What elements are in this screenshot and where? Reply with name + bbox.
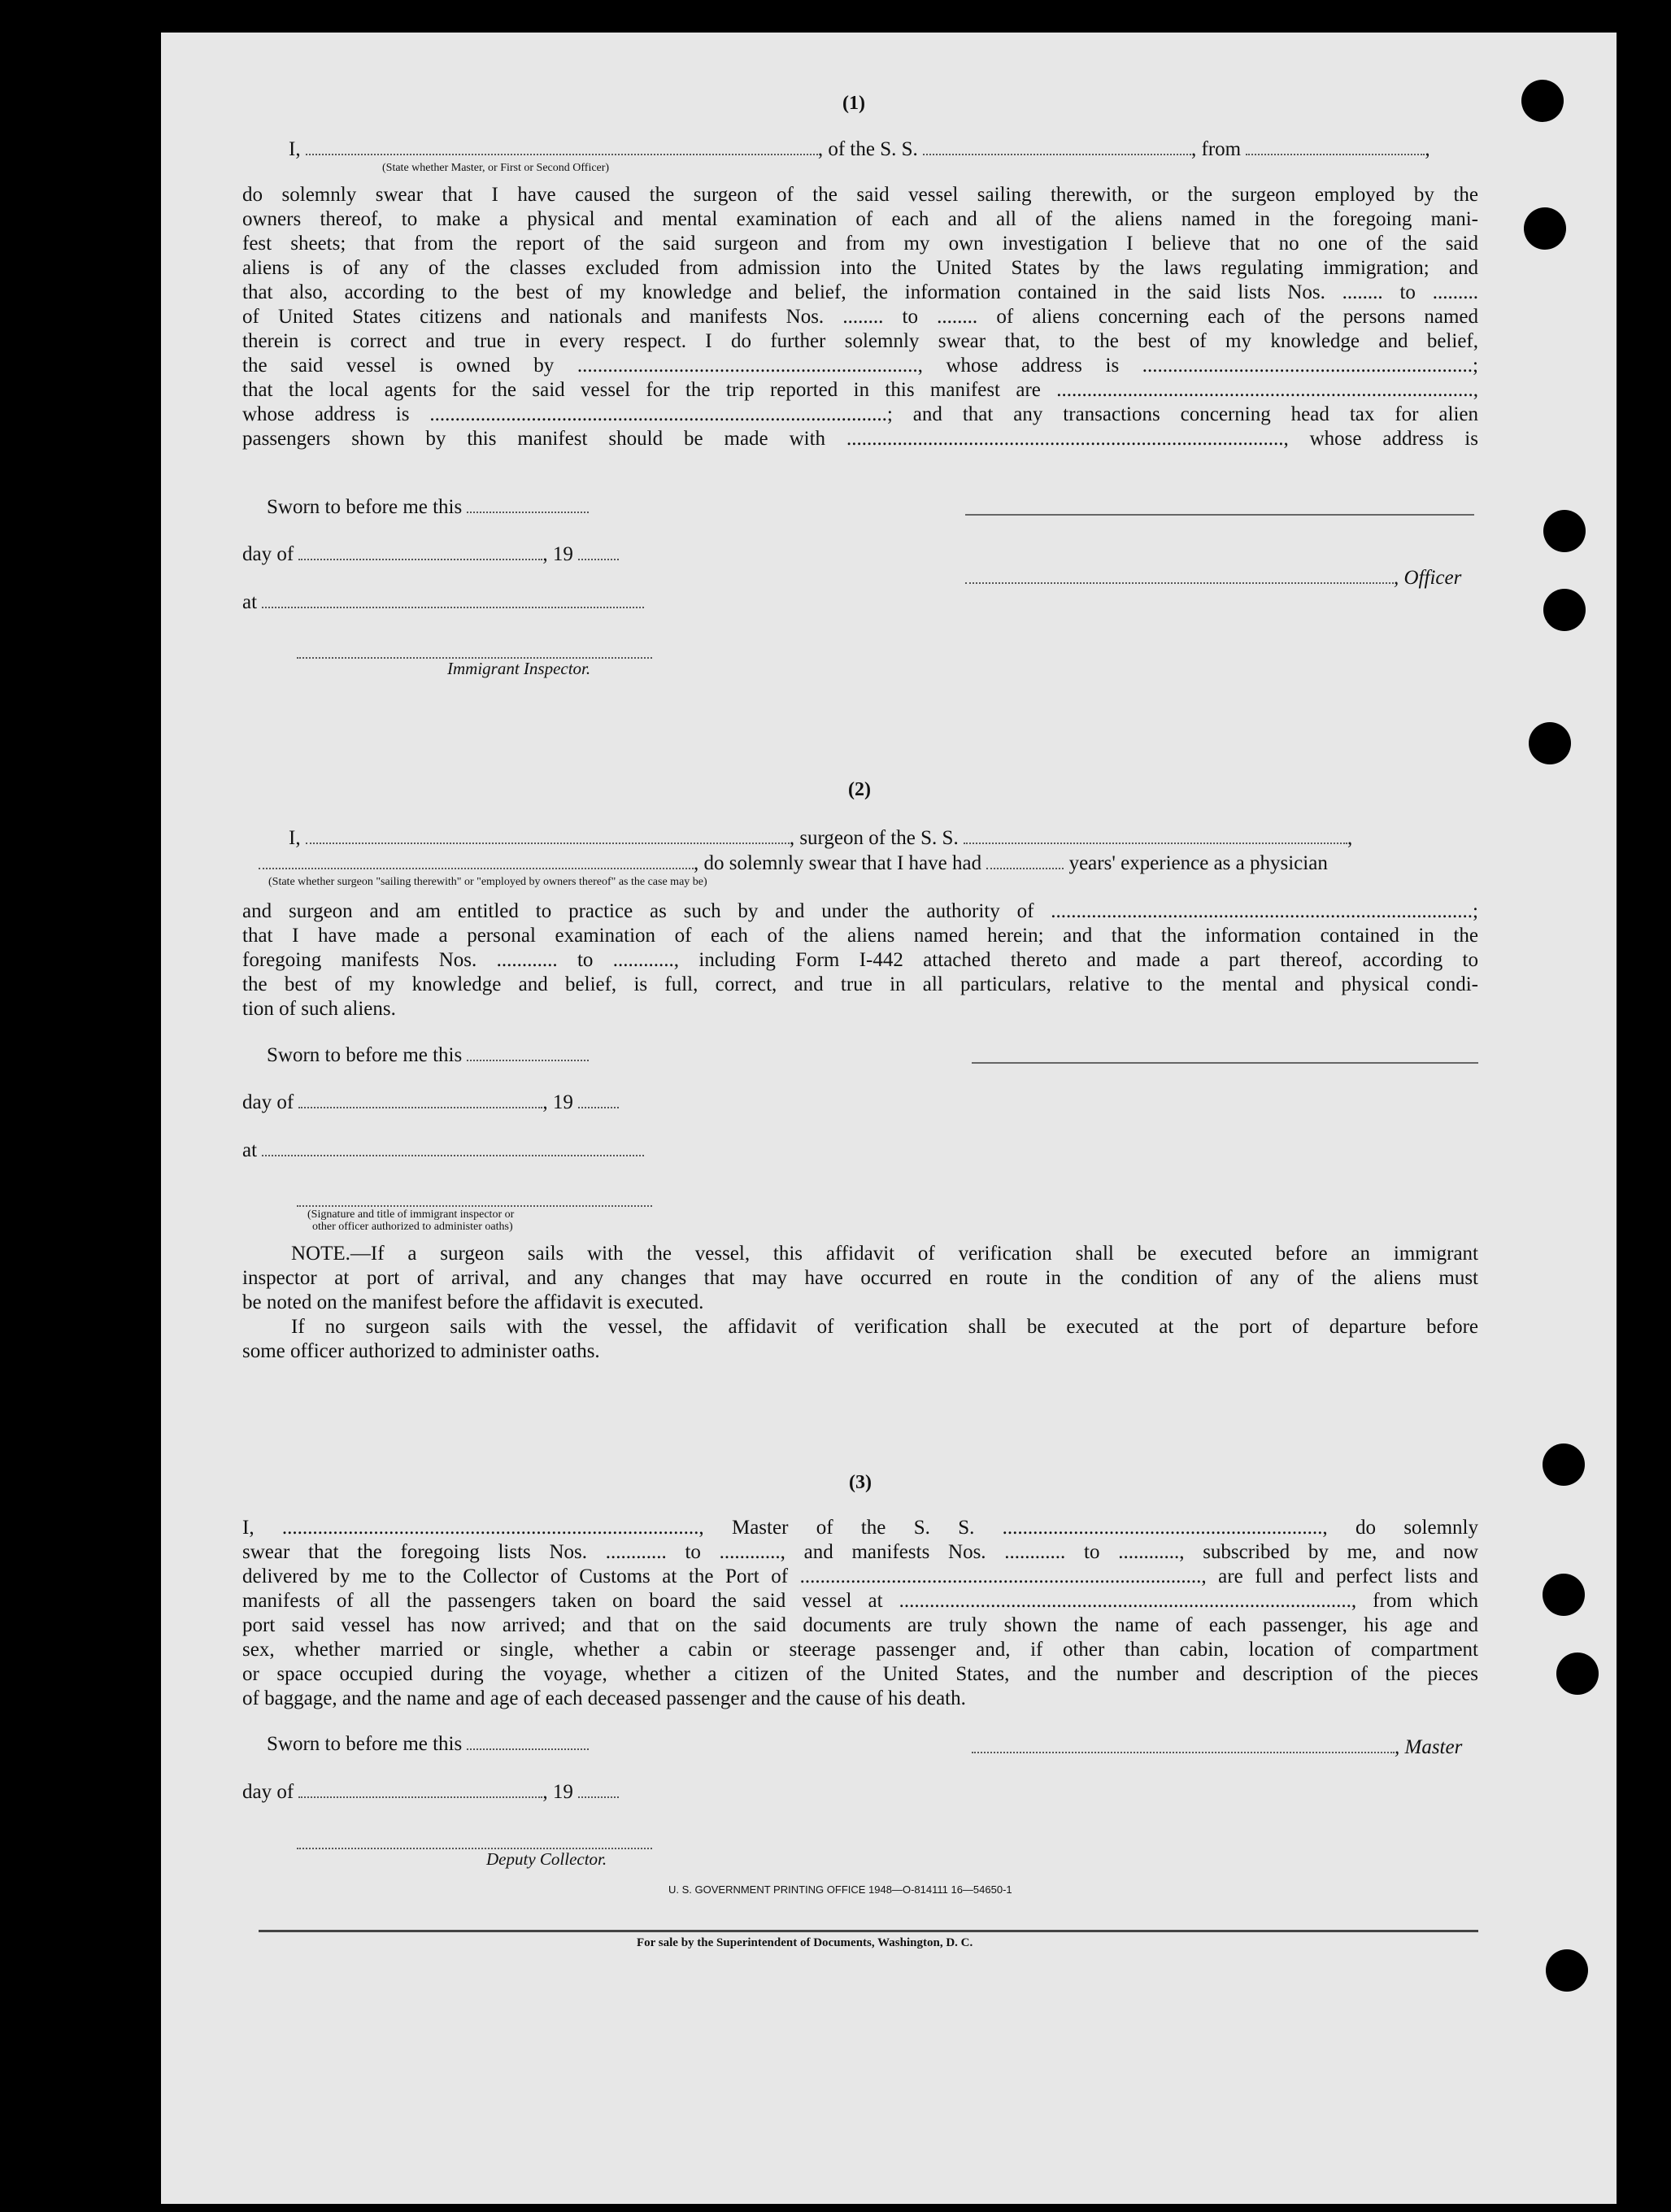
binder-hole	[1546, 1949, 1588, 1992]
binder-hole	[1543, 510, 1586, 552]
officer-name-field[interactable]	[306, 142, 818, 155]
section-3-line: port said vessel has now arrived; and that on the said documents are truly shown the name of each passenger, his age and	[242, 1614, 1478, 1636]
sworn-label: Sworn to before me this	[267, 1044, 463, 1066]
years-label: years' experience as a physician	[1068, 852, 1328, 874]
footer-text: For sale by the Superintendent of Documents, Washington, D. C.	[637, 1936, 973, 1949]
section-1-line: the said vessel is owned by ..................................................................., whose address is .................................................................;	[242, 355, 1478, 377]
binder-hole	[1556, 1652, 1599, 1695]
signature-hint-1: (Signature and title of immigrant inspector or	[307, 1208, 515, 1221]
section-3-line: delivered by me to the Collector of Customs at the Port of ..............................................................................., are full and perfect lists and	[242, 1565, 1478, 1587]
section-1-line: therein is correct and true in every respect. I do further solemnly swear that, to the best of my knowledge and belief,	[242, 330, 1478, 352]
section-1-line: aliens is of any of the classes excluded from admission into the United States by the laws regulating immigration; and	[242, 257, 1478, 279]
binder-hole	[1543, 589, 1586, 631]
sworn-label: Sworn to before me this	[267, 1733, 463, 1755]
surgeon-signature-line[interactable]	[972, 1060, 1478, 1064]
officer-row	[965, 567, 1461, 590]
year-field[interactable]	[578, 547, 619, 560]
surgeon-hint: (State whether surgeon "sailing therewith" or "employed by owners thereof" as the case may be)	[268, 876, 707, 888]
note-line: If no surgeon sails with the vessel, the affidavit of verification shall be executed at the port of departure before	[291, 1316, 1478, 1338]
vessel-name-field-2[interactable]	[964, 831, 1347, 844]
swear-text: , do solemnly swear that I have had	[694, 852, 982, 874]
day-of-row-3	[242, 1781, 619, 1804]
section-3-number: (3)	[849, 1472, 872, 1493]
sworn-row-1	[267, 496, 589, 519]
section-3-line: of baggage, and the name and age of each deceased passenger and the cause of his death.	[242, 1687, 966, 1709]
day-of-label: day of	[242, 543, 294, 565]
opening-end: ,	[1347, 827, 1353, 849]
at-field[interactable]	[262, 1143, 644, 1156]
sworn-row-3	[267, 1733, 589, 1756]
sworn-label: Sworn to before me this	[267, 496, 463, 518]
day-of-row-1	[242, 543, 619, 566]
of-ss-label: , of the S. S.	[817, 138, 918, 160]
binder-hole	[1524, 207, 1566, 250]
binder-hole	[1529, 722, 1571, 764]
day-of-field[interactable]	[298, 1785, 542, 1798]
master-label: , Master	[1395, 1736, 1463, 1758]
section-1-line: of United States citizens and nationals and manifests Nos. ........ to ........ of aliens concerning each of the persons named	[242, 306, 1478, 328]
binder-hole	[1543, 1443, 1585, 1486]
opening-i: I,	[289, 138, 301, 160]
surgeon-capacity-field[interactable]	[259, 856, 694, 869]
master-row	[972, 1736, 1462, 1759]
officer-label: , Officer	[1394, 567, 1462, 589]
surgeon-name-field[interactable]	[306, 831, 790, 844]
footer-rule	[259, 1930, 1478, 1932]
opening-i: I,	[289, 827, 301, 849]
binder-hole	[1543, 1574, 1585, 1616]
inspector-title: Immigrant Inspector.	[447, 659, 591, 678]
section-2-line: and surgeon and am entitled to practice as such by and under the authority of ...................................................................................;	[242, 900, 1478, 922]
section-3-line: or space occupied during the voyage, whether a citizen of the United States, and the number and description of the pieces	[242, 1663, 1478, 1685]
note-line: some officer authorized to administer oaths.	[242, 1340, 600, 1362]
years-experience-field[interactable]	[986, 856, 1064, 869]
section-2-number: (2)	[848, 779, 871, 800]
year-field[interactable]	[578, 1095, 619, 1108]
sworn-row-2	[267, 1044, 589, 1067]
section-1-line: whose address is ..........................................................................................; and that any transactions concerning head tax for alien	[242, 403, 1478, 425]
section-2-line: the best of my knowledge and belief, is full, correct, and true in all particulars, relative to the mental and physical condi-	[242, 973, 1478, 995]
section-3-line: swear that the foregoing lists Nos. ............ to ............, and manifests Nos. ............ to ............, subscribed by me, and now	[242, 1541, 1478, 1563]
section-1-line: that the local agents for the said vessel for the trip reported in this manifest are ..................................................................................,	[242, 379, 1478, 401]
at-row-2	[242, 1139, 644, 1162]
at-label: at	[242, 1139, 258, 1161]
section-1-line: passengers shown by this manifest should be made with ......................................................................................, whose address is	[242, 428, 1478, 450]
collector-title: Deputy Collector.	[486, 1849, 607, 1869]
surgeon-swear-row	[259, 852, 1328, 875]
at-row-1	[242, 591, 644, 614]
vessel-name-field[interactable]	[923, 142, 1191, 155]
section-1-opening	[289, 138, 1430, 161]
year-label: , 19	[542, 1091, 573, 1113]
from-label: , from	[1191, 138, 1242, 160]
section-2-line: tion of such aliens.	[242, 998, 396, 1020]
day-of-label: day of	[242, 1091, 294, 1113]
year-label: , 19	[542, 1781, 573, 1803]
day-of-label: day of	[242, 1781, 294, 1803]
section-3-line: manifests of all the passengers taken on board the said vessel at ........................................................................................., from which	[242, 1590, 1478, 1612]
officer-signature-field[interactable]	[965, 571, 1394, 584]
opening-end: ,	[1425, 138, 1430, 160]
section-2-line: foregoing manifests Nos. ............ to ............, including Form I-442 attached thereto and made a part thereof, according to	[242, 949, 1478, 971]
note-line: inspector at port of arrival, and any changes that may have occurred en route in the condition of any of the aliens must	[242, 1267, 1478, 1289]
section-2-line: that I have made a personal examination of each of the aliens named herein; and that the information contained in the	[242, 925, 1478, 947]
section-2-opening	[289, 827, 1352, 850]
section-3-line: sex, whether married or single, whether a cabin or steerage passenger and, if other than cabin, location of compartment	[242, 1639, 1478, 1661]
section-1-line: owners thereof, to make a physical and mental examination of each and all of the aliens named in the foregoing mani-	[242, 208, 1478, 230]
note-line: NOTE.—If a surgeon sails with the vessel, this affidavit of verification shall be executed before an immigrant	[291, 1243, 1478, 1265]
officer-signature-line-1[interactable]	[965, 512, 1474, 516]
section-1-line: fest sheets; that from the report of the said surgeon and from my own investigation I believe that no one of the said	[242, 233, 1478, 255]
note-line: be noted on the manifest before the affidavit is executed.	[242, 1291, 704, 1313]
signature-hint-2: other officer authorized to administer oaths)	[312, 1221, 513, 1233]
year-field[interactable]	[578, 1785, 619, 1798]
binder-hole	[1521, 80, 1564, 122]
at-label: at	[242, 591, 258, 613]
sworn-date-field[interactable]	[467, 1048, 589, 1061]
printing-office-line: U. S. GOVERNMENT PRINTING OFFICE 1948—O-814111 16—54650-1	[668, 1883, 1012, 1896]
section-3-line: I, .................................................................................., Master of the S. S. ..............................................................., do solemnly	[242, 1517, 1478, 1539]
surgeon-of-label: , surgeon of the S. S.	[789, 827, 959, 849]
section-1-number: (1)	[842, 93, 865, 114]
from-port-field[interactable]	[1246, 142, 1425, 155]
master-signature-field[interactable]	[972, 1740, 1395, 1753]
sworn-date-field[interactable]	[467, 1737, 589, 1750]
section-1-line: do solemnly swear that I have caused the surgeon of the said vessel sailing therewith, or the surgeon employed by the	[242, 184, 1478, 206]
sworn-date-field[interactable]	[467, 500, 589, 513]
day-of-field[interactable]	[298, 1095, 542, 1108]
authority-signature-line[interactable]	[297, 1204, 652, 1207]
section-1-line: that also, according to the best of my knowledge and belief, the information contained in the said lists Nos. ........ to .........	[242, 281, 1478, 303]
at-field[interactable]	[262, 595, 644, 608]
day-of-row-2	[242, 1091, 619, 1114]
officer-hint: (State whether Master, or First or Second Officer)	[382, 162, 610, 174]
day-of-field[interactable]	[298, 547, 542, 560]
year-label: , 19	[542, 543, 573, 565]
